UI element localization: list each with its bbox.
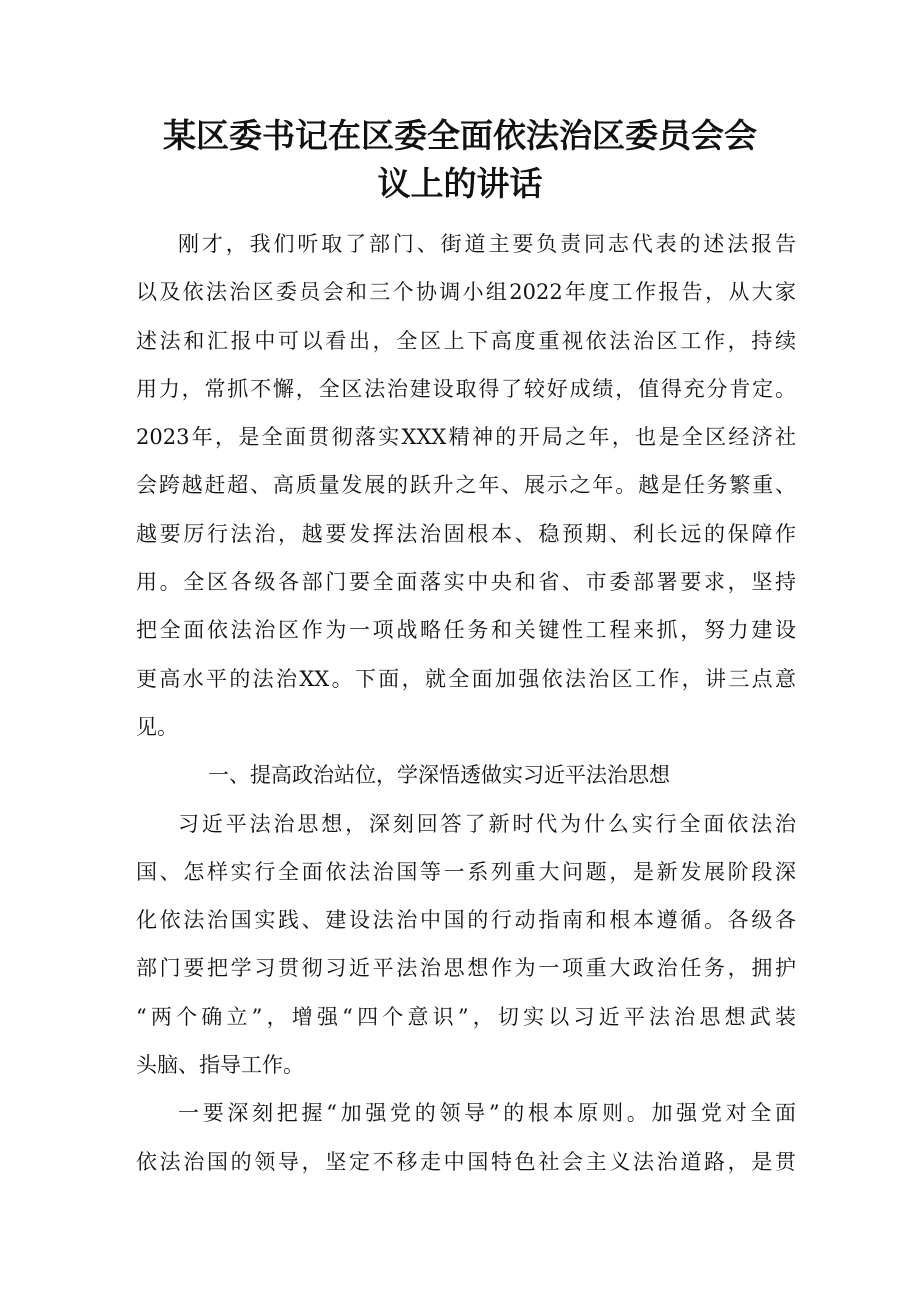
- text-line: 把全面依法治区作为一项战略任务和关键性工程来抓，努力建设: [136, 618, 796, 643]
- text-line: 部门要把学习贯彻习近平法治思想作为一项重大政治任务，拥护: [136, 956, 796, 981]
- text-line: 依法治国的领导，坚定不移走中国特色社会主义法治道路，是贯: [136, 1149, 796, 1174]
- text-line: 习近平法治思想，深刻回答了新时代为什么实行全面依法治: [178, 811, 796, 836]
- title-line: 议上的讲话: [377, 164, 543, 203]
- text-line: 越要厉行法治，越要发挥法治固根本、稳预期、利长远的保障作: [136, 521, 796, 546]
- text-line: “两个确立”，增强“四个意识”，切实以习近平法治思想武装: [136, 1004, 796, 1029]
- text-line: 2023年，是全面贯彻落实XXX精神的开局之年，也是全区经济社: [136, 425, 796, 450]
- text-line: 以及依法治区委员会和三个协调小组2022年度工作报告，从大家: [136, 280, 796, 305]
- text-line: 用力，常抓不懈，全区法治建设取得了较好成绩，值得充分肯定。: [136, 376, 796, 401]
- text-line: 会跨越赶超、高质量发展的跃升之年、展示之年。越是任务繁重、: [136, 473, 796, 498]
- text-line: 国、怎样实行全面依法治国等一系列重大问题，是新发展阶段深: [136, 859, 796, 884]
- text-line: 头脑、指导工作。: [136, 1053, 304, 1078]
- text-line: 刚才，我们听取了部门、街道主要负责同志代表的述法报告: [178, 232, 796, 256]
- section-paragraph: [136, 800, 796, 1090]
- heading-line: 一、提高政治站位，学深悟透做实习近平法治思想: [208, 763, 670, 788]
- document-body: [136, 220, 796, 1186]
- text-line: 更高水平的法治XX。下面，就全面加强依法治区工作，讲三点意: [136, 666, 796, 691]
- text-line: 化依法治国实践、建设法治中国的行动指南和根本遵循。各级各: [136, 908, 796, 933]
- text-line: 用。全区各级各部门要全面落实中央和省、市委部署要求，坚持: [136, 570, 796, 595]
- point-paragraph: [136, 1089, 796, 1186]
- intro-paragraph: [136, 220, 796, 751]
- text-line: 一要深刻把握“加强党的领导”的根本原则。加强党对全面: [178, 1101, 796, 1126]
- text-line: 见。: [136, 714, 178, 739]
- document-title: [120, 112, 800, 208]
- section-heading: [136, 751, 796, 799]
- text-line: 述法和汇报中可以看出，全区上下高度重视依法治区工作，持续: [136, 328, 796, 353]
- title-line: 某区委书记在区委全面依法治区委员会会: [163, 116, 757, 155]
